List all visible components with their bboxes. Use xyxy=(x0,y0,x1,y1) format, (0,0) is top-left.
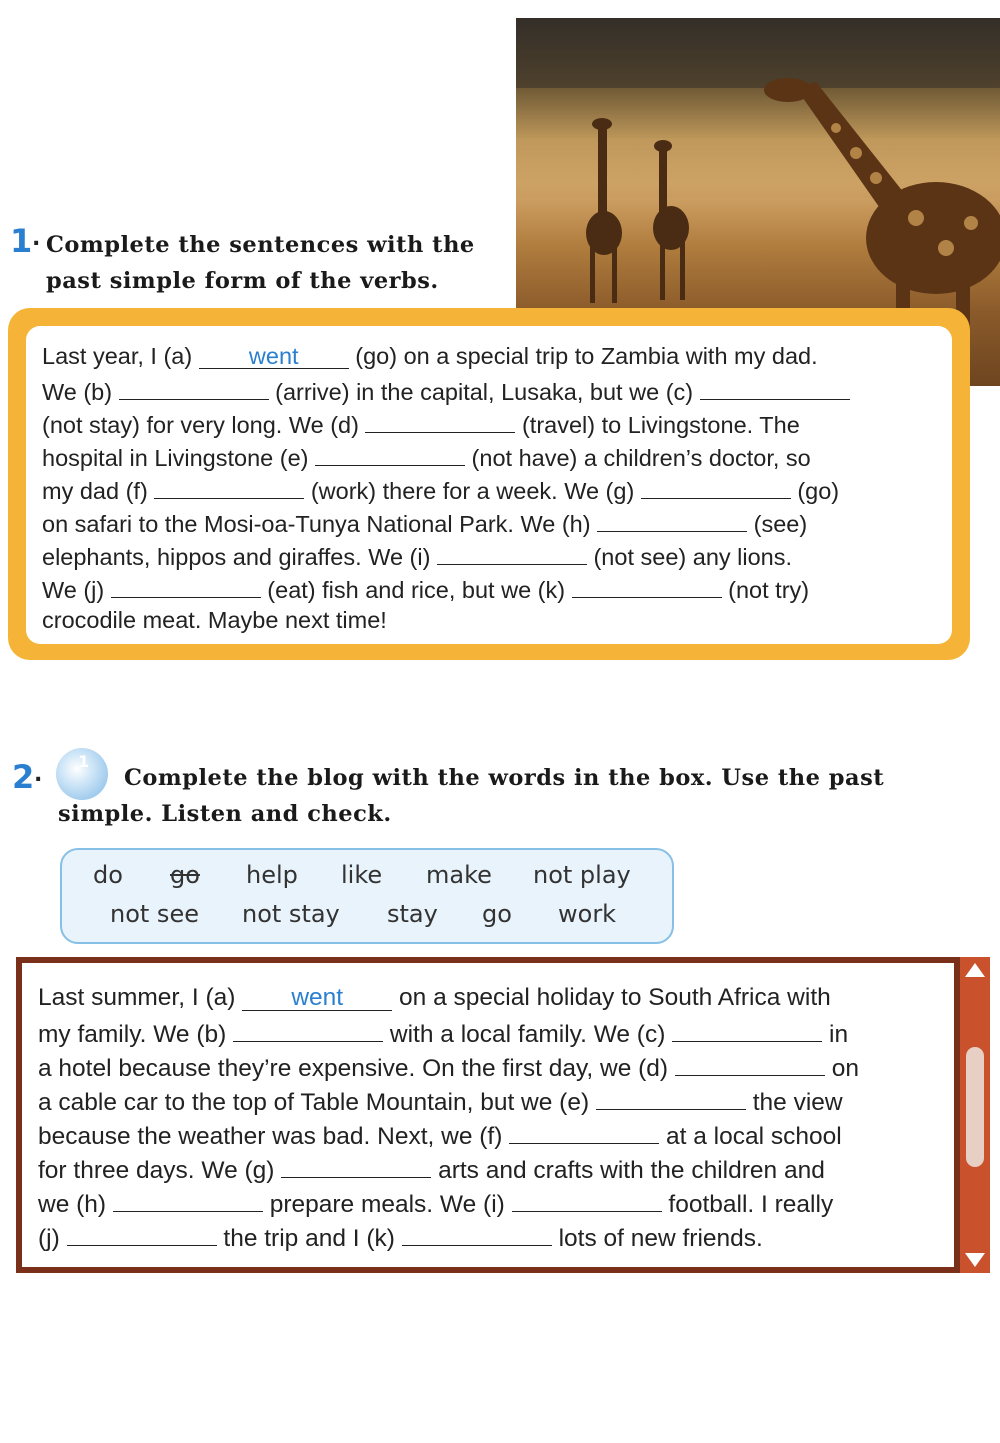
answer-blank[interactable] xyxy=(113,1185,263,1212)
answer-blank[interactable] xyxy=(233,1015,383,1042)
word-item: work xyxy=(558,900,617,928)
text-segment: lots of new friends. xyxy=(551,1225,763,1252)
text-segment: (go) on a special trip to Zambia with my dad. xyxy=(348,343,818,369)
text-segment: on a special holiday to South Africa with xyxy=(392,984,831,1011)
text-segment: We (b) xyxy=(42,379,119,405)
text-segment: the trip and I (k) xyxy=(216,1225,402,1252)
word-item: like xyxy=(341,861,383,889)
text-segment: at a local school xyxy=(659,1123,842,1150)
text-segment: my family. We (b) xyxy=(38,1021,234,1048)
answer-blank[interactable] xyxy=(675,1049,825,1076)
answer-blank[interactable] xyxy=(402,1219,552,1246)
audio-track-icon[interactable] xyxy=(56,748,108,800)
text-line xyxy=(38,981,831,1014)
exercise-2-dot: . xyxy=(34,762,43,787)
text-line xyxy=(42,571,809,607)
answer-blank[interactable] xyxy=(111,571,261,598)
text-line xyxy=(38,1219,763,1255)
text-line xyxy=(42,340,818,373)
text-segment: a hotel because they’re expensive. On the first day, we (d) xyxy=(38,1055,675,1082)
exercise-2-number: 2 xyxy=(12,758,35,796)
text-segment: my dad (f) xyxy=(42,478,155,504)
text-line xyxy=(42,505,807,541)
answer-blank[interactable] xyxy=(365,406,515,433)
exercise-1-instruction-line1: Complete the sentences with the xyxy=(46,232,475,258)
word-item: go xyxy=(482,900,512,928)
text-segment: We (j) xyxy=(42,577,111,603)
answer-blank[interactable] xyxy=(700,373,850,400)
scroll-down-icon[interactable] xyxy=(965,1253,985,1267)
text-segment: on xyxy=(824,1055,859,1082)
text-line xyxy=(42,604,387,637)
text-line xyxy=(42,373,850,409)
answer-example: went xyxy=(199,342,349,369)
text-segment: football. I really xyxy=(661,1191,834,1218)
word-item-struck: go xyxy=(170,861,200,889)
scrollbar[interactable] xyxy=(960,957,990,1273)
scroll-up-icon[interactable] xyxy=(965,963,985,977)
text-segment: Last summer, I (a) xyxy=(38,984,243,1011)
text-segment: (go) xyxy=(790,478,840,504)
text-segment: (arrive) in the capital, Lusaka, but we (c) xyxy=(268,379,700,405)
answer-blank[interactable] xyxy=(315,439,465,466)
text-segment: (travel) to Livingstone. The xyxy=(515,412,800,438)
answer-blank[interactable] xyxy=(641,472,791,499)
word-item: do xyxy=(93,861,123,889)
text-segment: (not see) any lions. xyxy=(586,544,793,570)
answer-blank[interactable] xyxy=(596,1083,746,1110)
answer-blank[interactable] xyxy=(597,505,747,532)
exercise-1-number: 1 xyxy=(10,222,33,260)
text-segment: on safari to the Mosi-oa-Tunya National Park. We (h) xyxy=(42,511,598,537)
word-item: make xyxy=(426,861,492,889)
text-segment: elephants, hippos and giraffes. We (i) xyxy=(42,544,437,570)
text-segment: (eat) fish and rice, but we (k) xyxy=(260,577,572,603)
text-line xyxy=(42,439,811,475)
text-line xyxy=(38,1049,859,1085)
answer-blank[interactable] xyxy=(509,1117,659,1144)
answer-blank[interactable] xyxy=(281,1151,431,1178)
text-line xyxy=(38,1117,842,1153)
text-line xyxy=(42,472,839,508)
answer-example: went xyxy=(242,984,392,1011)
word-item: help xyxy=(246,861,298,889)
answer-blank[interactable] xyxy=(154,472,304,499)
answer-blank[interactable] xyxy=(119,373,269,400)
text-segment: Last year, I (a) xyxy=(42,343,199,369)
text-line xyxy=(38,1151,825,1187)
text-segment: in xyxy=(822,1021,849,1048)
text-line xyxy=(42,406,800,442)
exercise-2-instruction-line1: Complete the blog with the words in the box. Use the past xyxy=(124,765,885,791)
text-segment: for three days. We (g) xyxy=(38,1157,282,1184)
answer-blank[interactable] xyxy=(512,1185,662,1212)
word-item: not see xyxy=(110,900,199,928)
word-item: not play xyxy=(533,861,631,889)
text-segment: (j) xyxy=(38,1225,67,1252)
text-segment: the view xyxy=(745,1089,843,1116)
exercise-2-instruction-line2: simple. Listen and check. xyxy=(58,801,392,827)
text-segment: (work) there for a week. We (g) xyxy=(304,478,641,504)
answer-blank[interactable] xyxy=(572,571,722,598)
text-segment: we (h) xyxy=(38,1191,113,1218)
scroll-thumb[interactable] xyxy=(966,1047,984,1167)
text-line xyxy=(38,1015,848,1051)
text-segment: arts and crafts with the children and xyxy=(431,1157,825,1184)
text-segment: a cable car to the top of Table Mountain, but we (e) xyxy=(38,1089,596,1116)
answer-blank[interactable] xyxy=(437,538,587,565)
exercise-1-instruction-line2: past simple form of the verbs. xyxy=(46,268,439,294)
text-line xyxy=(38,1083,843,1119)
text-segment: (not try) xyxy=(721,577,810,603)
word-item: not stay xyxy=(242,900,340,928)
text-line xyxy=(42,538,792,574)
answer-blank[interactable] xyxy=(67,1219,217,1246)
text-segment: hospital in Livingstone (e) xyxy=(42,445,316,471)
text-segment: prepare meals. We (i) xyxy=(262,1191,512,1218)
exercise-1-dot: . xyxy=(32,226,41,251)
text-segment: (not stay) for very long. We (d) xyxy=(42,412,366,438)
text-segment: (see) xyxy=(747,511,808,537)
text-segment: crocodile meat. Maybe next time! xyxy=(42,607,387,633)
text-line xyxy=(38,1185,833,1221)
text-segment: because the weather was bad. Next, we (f) xyxy=(38,1123,510,1150)
word-item: stay xyxy=(387,900,438,928)
text-segment: (not have) a children’s doctor, so xyxy=(465,445,811,471)
answer-blank[interactable] xyxy=(672,1015,822,1042)
audio-track-number: 1 xyxy=(78,752,90,771)
text-segment: with a local family. We (c) xyxy=(383,1021,673,1048)
